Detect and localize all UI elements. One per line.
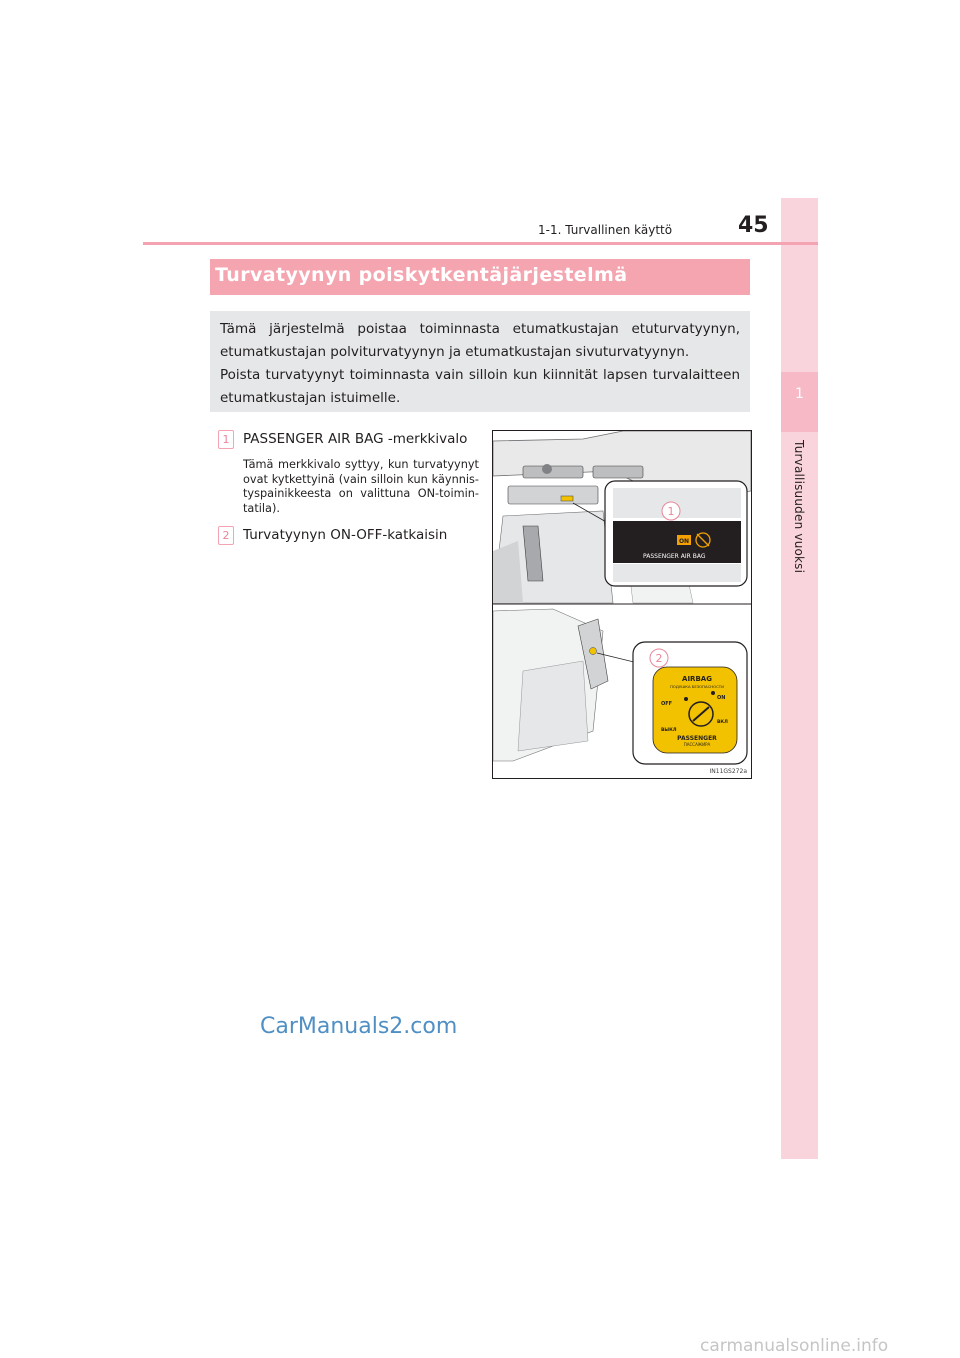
item-2-number-badge: 2 [218, 526, 234, 545]
intro-paragraph-2: Poista turvatyynyt toiminnasta vain silloin kun kiinnität lapsen turvalaitteen etumatkustajan istuimelle. [220, 367, 740, 406]
switch-on-ru-label: ВКЛ [717, 720, 728, 725]
intro-text [220, 318, 740, 410]
airbag-illustration [492, 430, 752, 779]
illustration-drawing [493, 431, 751, 778]
switch-passenger-ru-label: ПАССАЖИРА [683, 742, 711, 747]
item-1-label: PASSENGER AIR BAG -merkkivalo [243, 431, 468, 447]
header-rule [143, 242, 818, 245]
watermark-top[interactable]: CarManuals2.com [260, 1014, 458, 1039]
indicator-on-text: ON [678, 538, 690, 545]
callout-2: 2 [655, 652, 663, 665]
item-1-number-badge: 1 [218, 430, 234, 449]
chapter-tab-active [781, 372, 818, 432]
item-2-label: Turvatyynyn ON-OFF-katkaisin [243, 527, 448, 543]
switch-passenger-label: PASSENGER [677, 735, 717, 742]
switch-airbag-ru-label: ПОДУШКА БЕЗОПАСНОСТИ [670, 684, 724, 689]
indicator-location-mark [561, 496, 573, 501]
image-code: IN11GS272a [709, 768, 747, 775]
switch-on-label: ON [717, 695, 726, 701]
chapter-sidebar [781, 198, 818, 1159]
switch-off-label: OFF [661, 701, 673, 707]
chapter-title: Turvallisuuden vuoksi [792, 440, 806, 574]
indicator-label: PASSENGER AIR BAG [643, 553, 706, 560]
running-head: 1-1. Turvallinen käyttö [538, 223, 673, 237]
switch-off-ru-label: ВЫКЛ [661, 728, 677, 733]
section-title: Turvatyynyn poiskytkentäjärjestelmä [215, 264, 628, 286]
page-number: 45 [738, 213, 769, 238]
switch-airbag-label: AIRBAG [682, 675, 712, 683]
callout-1: 1 [667, 505, 675, 518]
watermark-bottom[interactable]: carmanualsonline.info [700, 1336, 889, 1356]
switch-location-mark [590, 648, 597, 655]
chapter-number: 1 [795, 386, 804, 402]
item-1-description: Tämä merkkivalo syttyy, kun turvatyynyt ovat kytkettyinä (vain silloin kun käynnis-tyspainikkeesta on valittuna ON-toimin-tatila). [243, 458, 479, 515]
intro-paragraph-1: Tämä järjestelmä poistaa toiminnasta etumatkustajan etuturvatyynyn, etumatkustajan polviturvatyynyn ja etumatkustajan sivuturvatyynyn. [220, 321, 740, 360]
